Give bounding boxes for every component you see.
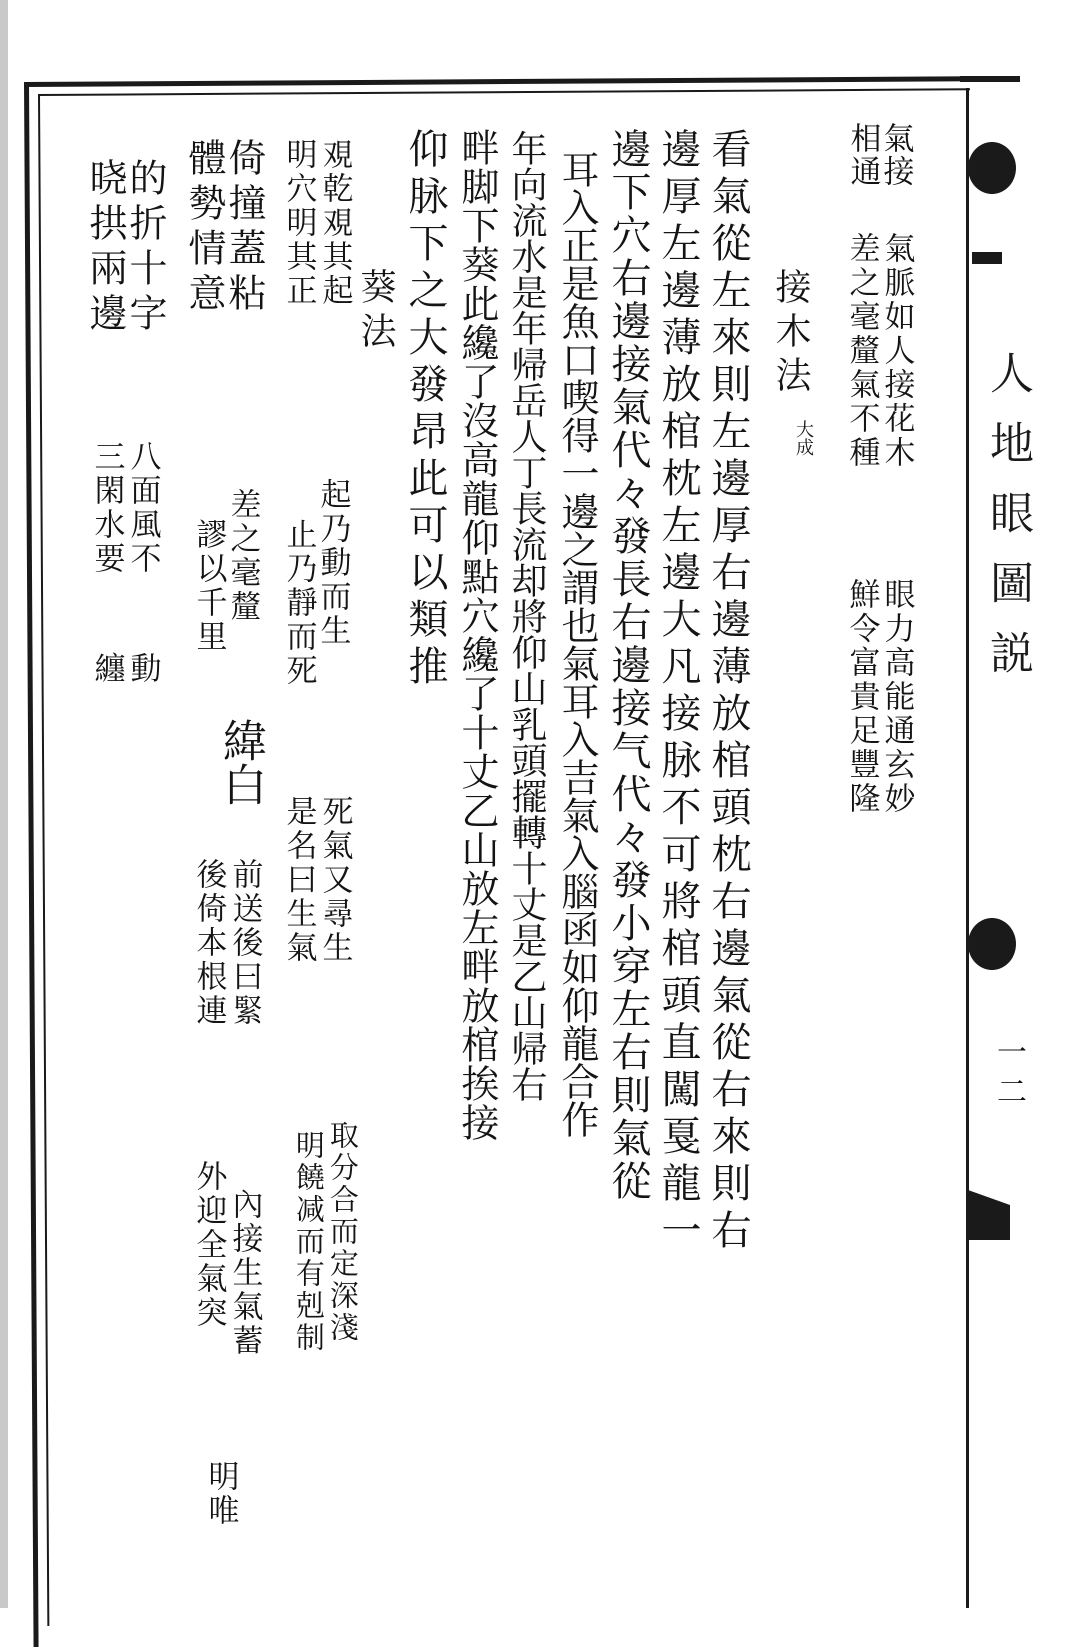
main-column-5: 年向流水是年帰岳人丁長流却將仰山乳頭擺轉十丈是乙山帰右 (506, 130, 547, 1102)
section3-note-d: 明唯 (202, 1460, 239, 1528)
section4-note-a4: 纏 (88, 652, 125, 686)
section4-note-a1: 八面風不 (124, 440, 161, 576)
kuifa-note-c1: 死氣又尋生 (316, 795, 353, 965)
header-top-label: 氣接 (877, 122, 914, 188)
section4-note-a3: 動 (124, 652, 161, 686)
section3-note-a1: 差之毫釐 (224, 488, 261, 624)
edge-fishtail-top (968, 142, 1016, 194)
section3-note-b2: 後倚本根連 (190, 858, 227, 1028)
book-edge-title: 人地眼圖説 (982, 350, 1033, 700)
section4-note-a2: 三閑水要 (88, 440, 125, 576)
kuifa-note-d1: 取分合而定深淺 (325, 1120, 360, 1344)
main-column-4: 耳入正是魚口喫得一邊之謂也氣耳入吉氣入腦函如仰龍合作 (555, 150, 599, 1138)
scan-left-edge (0, 0, 8, 1608)
header-verse-4: 鮮令富貴足豐隆 (843, 578, 880, 816)
header-verse-1: 氣脈如人接花木 (878, 232, 915, 470)
section4-column-2: 晓拱兩邊 (83, 158, 127, 338)
kuifa-note-a2: 明穴明其正 (280, 138, 317, 308)
section3-note-b1: 前送後曰緊 (226, 858, 263, 1028)
header-top-label-2: 相通 (844, 122, 881, 188)
section3-note-c2: 外迎全氣突 (190, 1160, 227, 1330)
section-title-kuifa: 葵法 (355, 268, 396, 356)
kuifa-note-d2: 明饒减而有剋制 (291, 1130, 326, 1354)
kuifa-note-c2: 是名曰生氣 (280, 795, 317, 965)
section4-column-1: 的折十字 (123, 158, 167, 338)
section-source-dacheng: 大成 (793, 420, 814, 456)
section3-note-c1: 內接生氣蓄 (226, 1188, 263, 1358)
main-column-1: 看氣從左來則左邊厚右邊薄放棺頭枕右邊氣從右來則右 (705, 128, 751, 1256)
header-verse-2: 差之毫釐氣不種 (843, 232, 880, 470)
main-column-3: 邊下穴右邊接氣代々發長右邊接气代々發小穿左右則氣從 (605, 128, 651, 1203)
kuifa-note-b2: 止乃靜而死 (280, 518, 317, 688)
kuifa-note-a1: 覌乾覌其起 (316, 138, 353, 308)
main-column-6: 畔脚下葵此纔了沒高龍仰點穴纔了十丈乙山放左畔放棺挨接 (455, 128, 499, 1142)
margin-rule (966, 88, 969, 1608)
section3-column-1: 倚撞蓋粘 (222, 138, 266, 318)
main-column-7: 仰脉下之大發昂此可以類推 (402, 128, 448, 692)
section3-column-2: 體勢情意 (182, 138, 226, 318)
edge-fishtail-bottom (968, 918, 1016, 970)
section3-note-a2: 謬以千里 (190, 518, 227, 654)
section3-title: 緯白 (215, 718, 266, 806)
section-title-jiemu: 接木法 (770, 268, 811, 400)
page-number: 一 二 (991, 1036, 1026, 1106)
main-column-2: 邊厚左邊薄放棺枕左邊大凡接脉不可將棺頭直闖戛龍一 (655, 128, 701, 1256)
edge-band (972, 252, 1002, 264)
header-verse-3: 眼力高能通玄妙 (878, 578, 915, 816)
kuifa-note-b1: 起乃動而生 (314, 478, 351, 648)
